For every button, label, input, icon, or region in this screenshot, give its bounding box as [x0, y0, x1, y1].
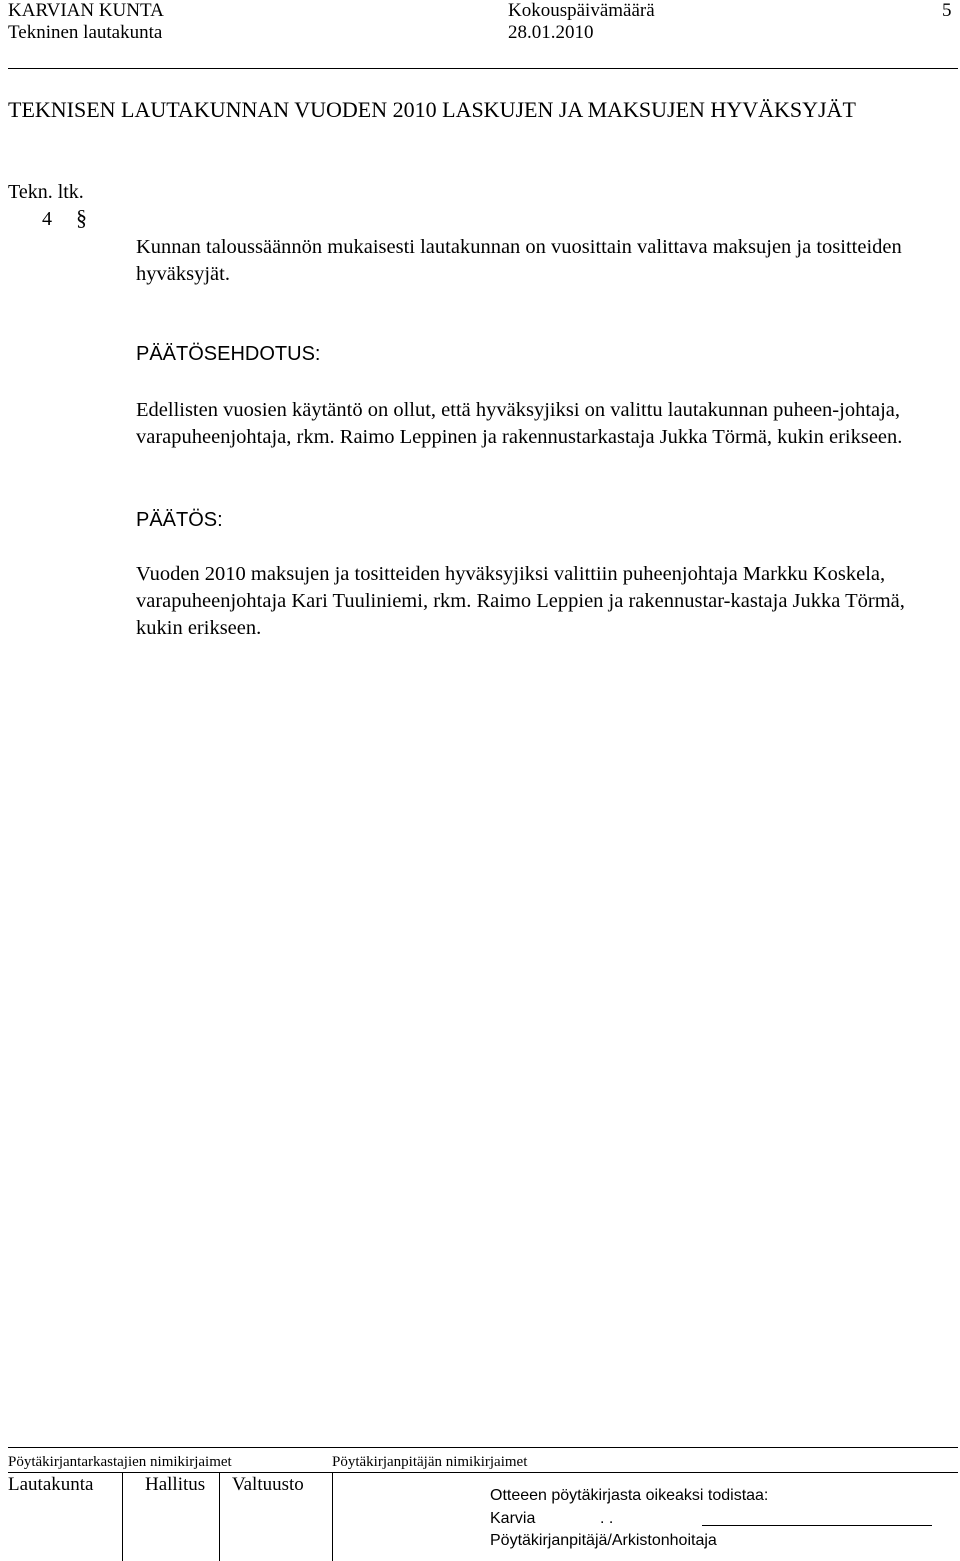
- footer-column-divider: [122, 1472, 123, 1561]
- committee-name: Tekninen lautakunta: [8, 22, 163, 43]
- intro-paragraph: Kunnan taloussäännön mukaisesti lautakunnan on vuosittain valittava maksujen ja tositteiden hyväksyjät.: [136, 236, 902, 285]
- section-body-ref: Tekn. ltk.: [8, 181, 84, 203]
- meeting-date-label: Kokouspäivämäärä: [508, 0, 655, 21]
- municipality-name: KARVIAN KUNTA: [8, 0, 164, 21]
- signature-line: [702, 1525, 932, 1526]
- decision-heading: PÄÄTÖS:: [136, 509, 223, 531]
- section-number: 4: [42, 208, 52, 230]
- column-hallitus: Hallitus: [145, 1474, 206, 1495]
- signer-role: Pöytäkirjanpitäjä/Arkistonhoitaja: [490, 1532, 717, 1549]
- secretary-initials-label: Pöytäkirjanpitäjän nimikirjaimet: [332, 1454, 528, 1470]
- document-title: TEKNISEN LAUTAKUNNAN VUODEN 2010 LASKUJEN JA MAKSUJEN HYVÄKSYJÄT: [8, 97, 856, 122]
- meeting-date: 28.01.2010: [508, 22, 594, 43]
- certify-date-dots: . .: [600, 1510, 614, 1527]
- header-divider: [8, 68, 958, 69]
- footer-divider: [8, 1447, 958, 1448]
- column-lautakunta: Lautakunta: [8, 1474, 94, 1495]
- certify-place: Karvia: [490, 1510, 536, 1527]
- decision-paragraph: Vuoden 2010 maksujen ja tositteiden hyväksyjiksi valittiin puheenjohtaja Markku Koskela, varapuheenjohtaja Kari Tuuliniemi, rkm. Raimo Leppien ja rakennustar-kastaja Jukka Törmä, kukin erikseen.: [136, 563, 905, 639]
- inspectors-initials-label: Pöytäkirjantarkastajien nimikirjaimet: [8, 1454, 232, 1470]
- column-valtuusto: Valtuusto: [232, 1474, 304, 1495]
- footer-table-top-border: [8, 1472, 958, 1473]
- proposal-paragraph: Edellisten vuosien käytäntö on ollut, että hyväksyjiksi on valittu lautakunnan puheen-johtaja, varapuheenjohtaja, rkm. Raimo Leppinen ja rakennustarkastaja Jukka Törmä, kukin erikseen.: [136, 399, 903, 448]
- footer-column-divider: [219, 1472, 220, 1561]
- section-symbol: §: [76, 205, 87, 230]
- certify-label: Otteeen pöytäkirjasta oikeaksi todistaa:: [490, 1487, 769, 1504]
- proposal-heading: PÄÄTÖSEHDOTUS:: [136, 343, 321, 365]
- footer-column-divider: [332, 1472, 333, 1561]
- page-number: 5: [942, 0, 952, 21]
